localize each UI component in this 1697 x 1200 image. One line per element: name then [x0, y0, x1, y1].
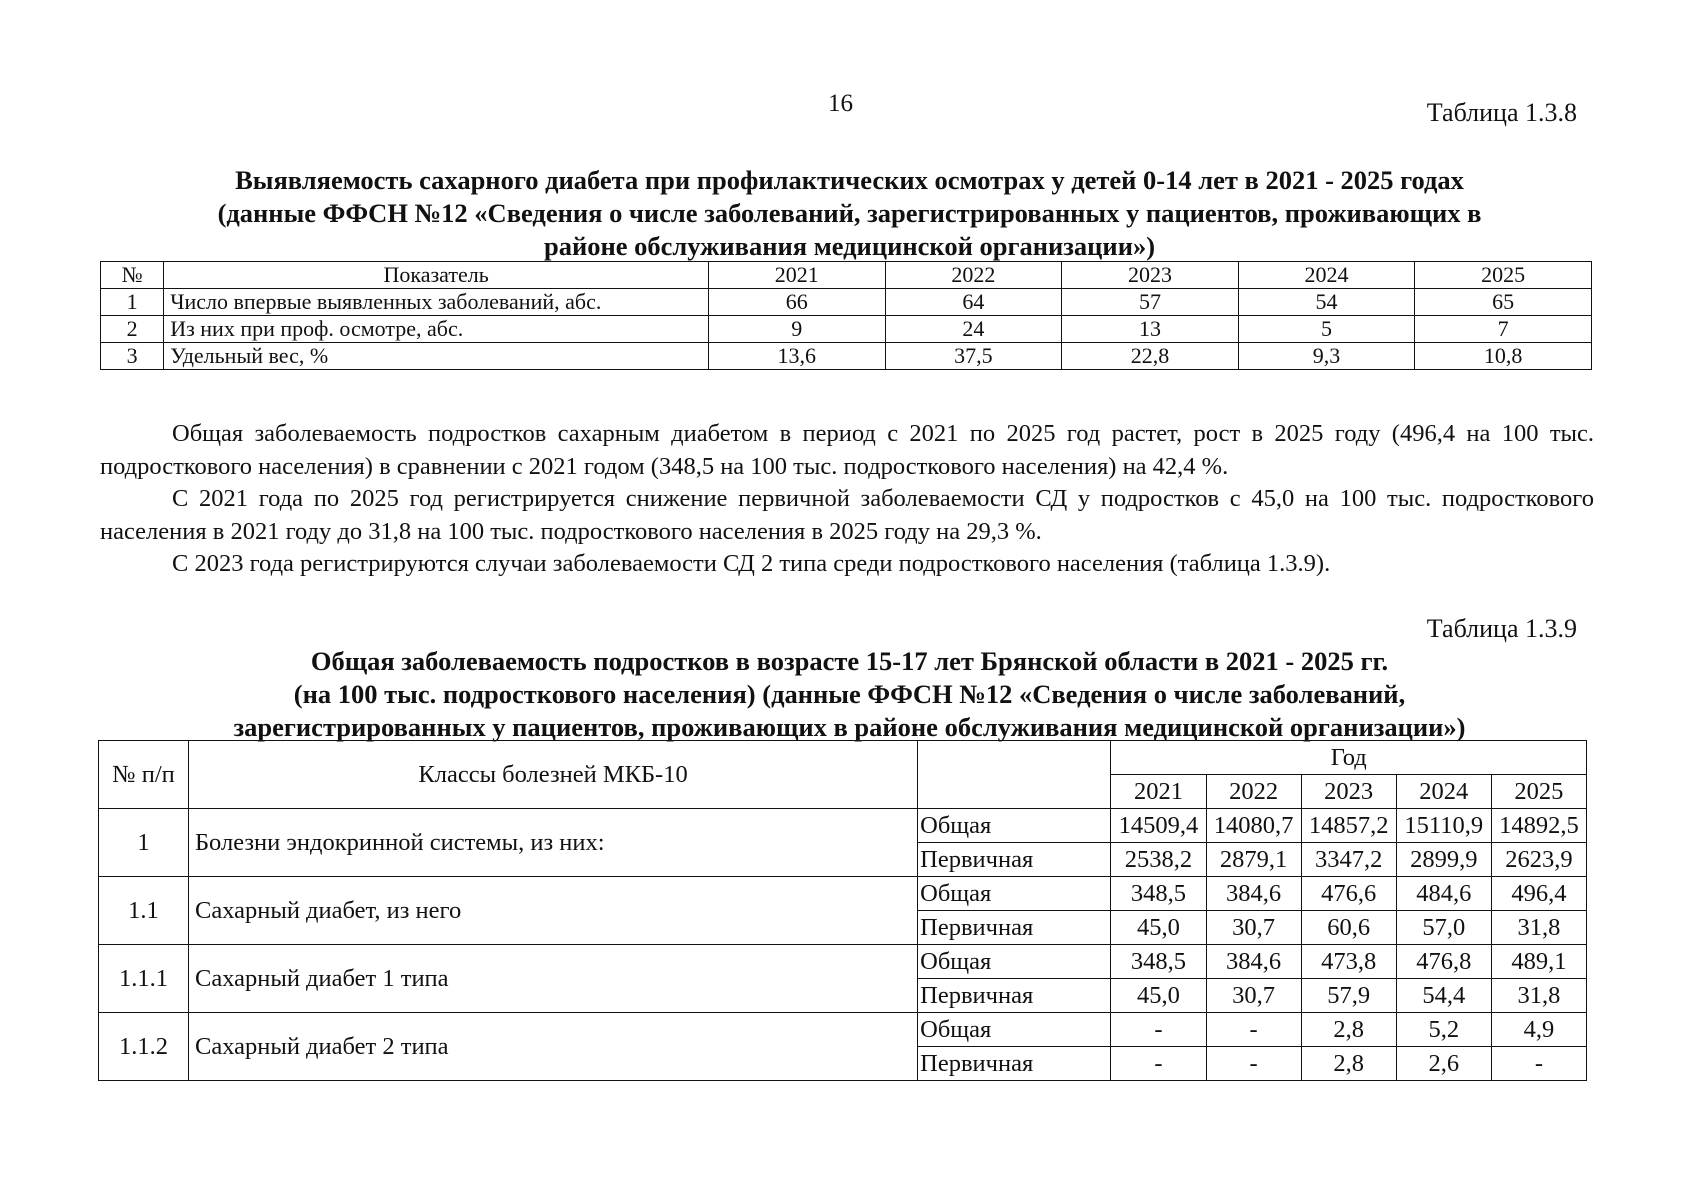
table-cell: 3 — [101, 343, 164, 370]
table-row — [99, 945, 1587, 979]
table-row — [99, 877, 1587, 911]
table1-title — [98, 164, 1601, 263]
row-number-cell: 1 — [99, 809, 189, 877]
row-number-cell: 1.1.2 — [99, 1013, 189, 1081]
value-cell: 57,9 — [1301, 979, 1396, 1013]
table1-title-line: (данные ФФСН №12 «Сведения о числе заболеваний, зарегистрированных у пациентов, проживающих в — [217, 198, 1482, 228]
paragraph: Общая заболеваемость подростков сахарным диабетом в период с 2021 по 2025 год растет, рост в 2025 году (496,4 на 100 тыс. подросткового населения) в сравнении с 2021 годом (348,5 на 100 тыс. подросткового населения) на 42,4 %. — [100, 420, 1594, 480]
table-cell: 65 — [1415, 289, 1592, 316]
value-cell: - — [1206, 1047, 1301, 1081]
value-cell: - — [1111, 1047, 1206, 1081]
table1-title-line: Выявляемость сахарного диабета при профилактических осмотрах у детей 0-14 лет в 2021 - 2025 годах — [235, 165, 1464, 195]
table-row — [101, 289, 1592, 316]
header-cell-kind — [918, 741, 1111, 809]
header-cell: 2023 — [1062, 262, 1239, 289]
header-cell-class: Классы болезней МКБ-10 — [188, 741, 917, 809]
value-cell: 476,6 — [1301, 877, 1396, 911]
value-cell: 2538,2 — [1111, 843, 1206, 877]
disease-class-cell: Болезни эндокринной системы, из них: — [188, 809, 917, 877]
header-cell: 2025 — [1415, 262, 1592, 289]
incidence-kind-cell: Общая — [918, 877, 1111, 911]
incidence-kind-cell: Общая — [918, 809, 1111, 843]
header-cell: 2024 — [1238, 262, 1415, 289]
value-cell: 45,0 — [1111, 979, 1206, 1013]
value-cell: 348,5 — [1111, 945, 1206, 979]
year-cell: 2025 — [1491, 775, 1586, 809]
table-cell: 22,8 — [1062, 343, 1239, 370]
disease-class-cell: Сахарный диабет, из него — [188, 877, 917, 945]
incidence-kind-cell: Общая — [918, 945, 1111, 979]
table2-title-line: зарегистрированных у пациентов, проживающих в районе обслуживания медицинской организации») — [233, 712, 1466, 742]
value-cell: 2879,1 — [1206, 843, 1301, 877]
value-cell: 4,9 — [1491, 1013, 1586, 1047]
table1-title-line: районе обслуживания медицинской организации») — [543, 231, 1156, 261]
header-cell: Показатель — [164, 262, 709, 289]
table-cell: 54 — [1238, 289, 1415, 316]
table2-title — [98, 645, 1601, 744]
table-row — [99, 1013, 1587, 1047]
value-cell: - — [1491, 1047, 1586, 1081]
value-cell: 45,0 — [1111, 911, 1206, 945]
header-cell-num: № п/п — [99, 741, 189, 809]
table-cell: 57 — [1062, 289, 1239, 316]
year-cell: 2023 — [1301, 775, 1396, 809]
table-cell: Число впервые выявленных заболеваний, абс. — [164, 289, 709, 316]
table-cell: 9,3 — [1238, 343, 1415, 370]
year-cell: 2021 — [1111, 775, 1206, 809]
table-cell: 10,8 — [1415, 343, 1592, 370]
incidence-kind-cell: Первичная — [918, 1047, 1111, 1081]
table-cell: 64 — [885, 289, 1062, 316]
value-cell: - — [1206, 1013, 1301, 1047]
value-cell: 384,6 — [1206, 877, 1301, 911]
table-cell: 66 — [709, 289, 886, 316]
value-cell: 384,6 — [1206, 945, 1301, 979]
header-cell: 2022 — [885, 262, 1062, 289]
row-number-cell: 1.1.1 — [99, 945, 189, 1013]
table2-title-line: (на 100 тыс. подросткового населения) (данные ФФСН №12 «Сведения о числе заболеваний, — [293, 679, 1406, 709]
body-text — [100, 418, 1594, 581]
table-header-row — [101, 262, 1592, 289]
table2-title-line: Общая заболеваемость подростков в возрасте 15-17 лет Брянской области в 2021 - 2025 гг. — [310, 646, 1389, 676]
table-cell: Из них при проф. осмотре, абс. — [164, 316, 709, 343]
value-cell: 15110,9 — [1396, 809, 1491, 843]
value-cell: 2,8 — [1301, 1047, 1396, 1081]
value-cell: 54,4 — [1396, 979, 1491, 1013]
paragraph: С 2021 года по 2025 год регистрируется снижение первичной заболеваемости СД у подростков с 45,0 на 100 тыс. подросткового населения в 2021 году до 31,8 на 100 тыс. подросткового населения в 2025 году на 29,3 %. — [100, 485, 1594, 545]
incidence-kind-cell: Общая — [918, 1013, 1111, 1047]
value-cell: 14509,4 — [1111, 809, 1206, 843]
value-cell: 476,8 — [1396, 945, 1491, 979]
incidence-kind-cell: Первичная — [918, 843, 1111, 877]
year-cell: 2024 — [1396, 775, 1491, 809]
detection-table — [100, 261, 1592, 370]
value-cell: 30,7 — [1206, 911, 1301, 945]
value-cell: 30,7 — [1206, 979, 1301, 1013]
table-cell: 2 — [101, 316, 164, 343]
table-caption-1-3-8: Таблица 1.3.8 — [1426, 98, 1577, 127]
value-cell: 14080,7 — [1206, 809, 1301, 843]
paragraph: С 2023 года регистрируются случаи заболеваемости СД 2 типа среди подросткового населения (таблица 1.3.9). — [172, 550, 1331, 577]
table-cell: 7 — [1415, 316, 1592, 343]
table-cell: 37,5 — [885, 343, 1062, 370]
disease-class-cell: Сахарный диабет 1 типа — [188, 945, 917, 1013]
year-cell: 2022 — [1206, 775, 1301, 809]
value-cell: 496,4 — [1491, 877, 1586, 911]
table-cell: 13,6 — [709, 343, 886, 370]
table-header-row — [99, 741, 1587, 775]
value-cell: 31,8 — [1491, 911, 1586, 945]
incidence-kind-cell: Первичная — [918, 979, 1111, 1013]
value-cell: 484,6 — [1396, 877, 1491, 911]
value-cell: 2,6 — [1396, 1047, 1491, 1081]
table-row — [101, 316, 1592, 343]
table-caption-1-3-9: Таблица 1.3.9 — [1426, 614, 1577, 643]
table-row — [99, 809, 1587, 843]
incidence-kind-cell: Первичная — [918, 911, 1111, 945]
value-cell: 57,0 — [1396, 911, 1491, 945]
value-cell: 2623,9 — [1491, 843, 1586, 877]
value-cell: 5,2 — [1396, 1013, 1491, 1047]
value-cell: 14892,5 — [1491, 809, 1586, 843]
header-cell: 2021 — [709, 262, 886, 289]
value-cell: 31,8 — [1491, 979, 1586, 1013]
value-cell: 2899,9 — [1396, 843, 1491, 877]
disease-class-cell: Сахарный диабет 2 типа — [188, 1013, 917, 1081]
table-cell: 9 — [709, 316, 886, 343]
table-cell: 24 — [885, 316, 1062, 343]
morbidity-table — [98, 740, 1587, 1081]
value-cell: 348,5 — [1111, 877, 1206, 911]
header-cell: № — [101, 262, 164, 289]
table-cell: 5 — [1238, 316, 1415, 343]
page-number: 16 — [828, 90, 853, 117]
table-cell: 1 — [101, 289, 164, 316]
table-row — [101, 343, 1592, 370]
value-cell: 14857,2 — [1301, 809, 1396, 843]
table-cell: 13 — [1062, 316, 1239, 343]
value-cell: 3347,2 — [1301, 843, 1396, 877]
value-cell: 473,8 — [1301, 945, 1396, 979]
value-cell: - — [1111, 1013, 1206, 1047]
value-cell: 60,6 — [1301, 911, 1396, 945]
value-cell: 489,1 — [1491, 945, 1586, 979]
table-cell: Удельный вес, % — [164, 343, 709, 370]
table-body — [99, 809, 1587, 1081]
value-cell: 2,8 — [1301, 1013, 1396, 1047]
row-number-cell: 1.1 — [99, 877, 189, 945]
header-cell-year: Год — [1111, 741, 1587, 775]
